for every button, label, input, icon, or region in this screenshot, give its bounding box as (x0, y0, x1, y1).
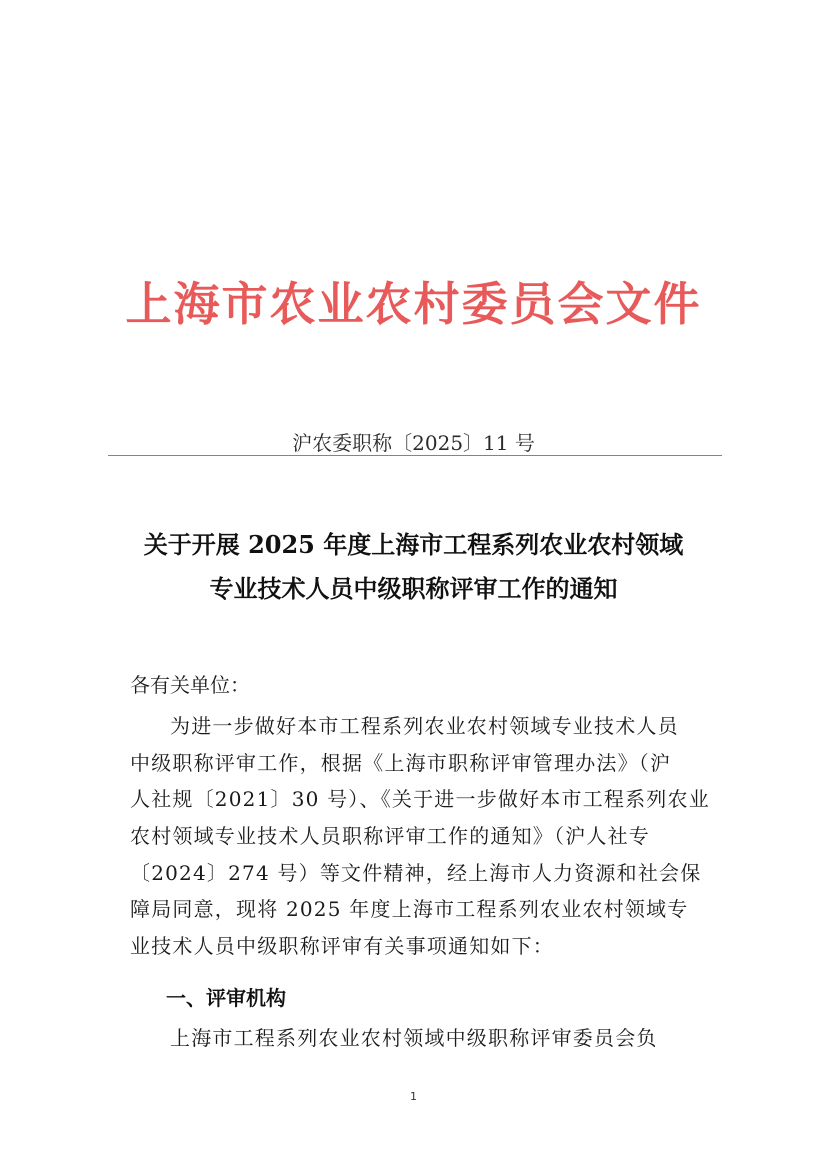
salutation: 各有关单位： (130, 673, 250, 697)
body-line: 农村领域专业技术人员职称评审工作的通知》（沪人社专 (130, 824, 650, 849)
body-line: 人社规〔2021〕30 号）、《关于进一步做好本市工程系列农业 (130, 787, 710, 812)
section-body-line: 上海市工程系列农业农村领域中级职称评审委员会负 (170, 1026, 658, 1050)
body-line: 障局同意，现将 2025 年度上海市工程系列农业农村领域专 (130, 897, 689, 922)
body-line: 〔2024〕274 号）等文件精神，经上海市人力资源和社会保 (130, 860, 702, 885)
notice-title-line-2: 专业技术人员中级职称评审工作的通知 (209, 574, 618, 603)
page-number: 1 (410, 1090, 417, 1103)
notice-title-line-1: 关于开展 2025 年度上海市工程系列农业农村领域 (143, 530, 684, 559)
body-line: 业技术人员中级职称评审有关事项通知如下： (130, 934, 554, 959)
body-paragraph (130, 708, 710, 965)
section-heading: 一、评审机构 (166, 986, 286, 1010)
body-line: 中级职称评审工作，根据《上海市职称评审管理办法》（沪 (130, 750, 672, 775)
notice-title (0, 523, 827, 611)
issuer-title: 上海市农业农村委员会文件 (125, 277, 702, 331)
body-line: 为进一步做好本市工程系列农业农村领域专业技术人员 (170, 714, 679, 738)
document-number: 沪农委职称〔2025〕11 号 (292, 431, 535, 455)
red-divider-line (108, 455, 722, 456)
